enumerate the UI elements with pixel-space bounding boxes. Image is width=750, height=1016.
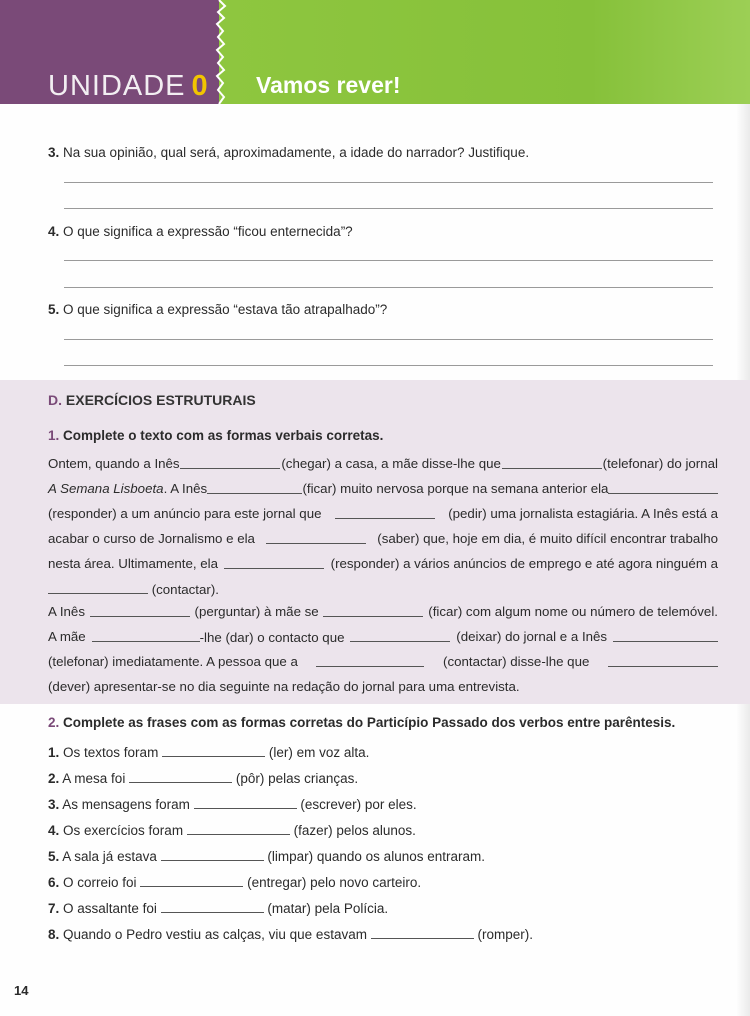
section-title: EXERCÍCIOS ESTRUTURAIS bbox=[65, 392, 256, 408]
section-letter: D. bbox=[48, 392, 62, 408]
question-5 bbox=[48, 302, 387, 317]
item-text: (matar) pela Polícia. bbox=[267, 901, 389, 916]
exercise-number: 1. bbox=[48, 428, 60, 443]
verb-blank[interactable] bbox=[323, 604, 423, 617]
item-text: O correio foi bbox=[63, 875, 137, 890]
question-text: O que significa a expressão “ficou enternecida”? bbox=[63, 224, 353, 239]
page-number: 14 bbox=[14, 983, 29, 998]
unit-subtitle: Vamos rever! bbox=[256, 72, 401, 98]
text-fragment: (ficar) muito nervosa porque na semana anterior ela bbox=[302, 481, 609, 496]
verb-blank[interactable] bbox=[608, 654, 718, 667]
verb-blank[interactable] bbox=[608, 481, 718, 494]
text-fragment: (chegar) a casa, a mãe disse-lhe que bbox=[281, 456, 501, 471]
text-fragment: (deixar) do jornal e a Inês bbox=[456, 629, 608, 644]
participle-blank[interactable] bbox=[187, 822, 290, 835]
verb-blank[interactable] bbox=[180, 456, 280, 469]
text-fragment bbox=[92, 629, 345, 647]
text-fragment: acabar o curso de Jornalismo e ela bbox=[48, 531, 255, 546]
answer-line[interactable] bbox=[64, 365, 713, 366]
text-fragment: A Inês bbox=[48, 604, 85, 619]
item-number: 7. bbox=[48, 901, 60, 916]
text-fragment: Ontem, quando a Inês bbox=[48, 456, 180, 471]
exercise-1-title bbox=[48, 428, 383, 443]
section-heading bbox=[48, 392, 256, 408]
answer-line[interactable] bbox=[64, 208, 713, 209]
verb-blank[interactable] bbox=[48, 581, 148, 594]
exercise-item bbox=[48, 900, 388, 916]
text-fragment: (ficar) com algum nome ou número de telemóvel. bbox=[428, 604, 718, 619]
item-number: 2. bbox=[48, 771, 60, 786]
torn-paper-edge bbox=[205, 0, 235, 104]
item-text: Os textos foram bbox=[63, 745, 159, 760]
text-fragment: (responder) a vários anúncios de emprego e até agora ninguém a bbox=[330, 556, 718, 571]
item-number: 1. bbox=[48, 745, 60, 760]
exercise-item bbox=[48, 822, 416, 838]
newspaper-name: A Semana Lisboeta bbox=[48, 481, 164, 496]
verb-blank[interactable] bbox=[350, 629, 450, 642]
verb-blank[interactable] bbox=[502, 456, 602, 469]
verb-blank[interactable] bbox=[207, 481, 302, 494]
text-fragment bbox=[48, 481, 207, 499]
item-text: (pôr) pelas crianças. bbox=[235, 771, 359, 786]
question-4 bbox=[48, 224, 353, 239]
text-fragment: A mãe bbox=[48, 629, 86, 644]
question-3 bbox=[48, 145, 529, 160]
item-text: (romper). bbox=[477, 927, 533, 942]
verb-blank[interactable] bbox=[613, 629, 718, 642]
exercise-2-title bbox=[48, 715, 675, 730]
participle-blank[interactable] bbox=[371, 926, 474, 939]
text-fragment: nesta área. Ultimamente, ela bbox=[48, 556, 218, 571]
question-text: Na sua opinião, qual será, aproximadamente, a idade do narrador? Justifique. bbox=[63, 145, 530, 160]
exercise-item bbox=[48, 848, 485, 864]
item-text: (escrever) por eles. bbox=[300, 797, 417, 812]
question-text: O que significa a expressão “estava tão atrapalhado”? bbox=[63, 302, 388, 317]
text-line bbox=[48, 556, 718, 574]
text-fragment: (responder) a um anúncio para este jornal que bbox=[48, 506, 322, 521]
text-fragment: (dever) apresentar-se no dia seguinte na redação do jornal para uma entrevista. bbox=[48, 679, 520, 694]
item-text: A mesa foi bbox=[62, 771, 126, 786]
participle-blank[interactable] bbox=[140, 874, 243, 887]
text-line bbox=[48, 581, 718, 599]
participle-blank[interactable] bbox=[162, 744, 265, 757]
text-fragment: (telefonar) imediatamente. A pessoa que a bbox=[48, 654, 298, 669]
answer-line[interactable] bbox=[64, 339, 713, 340]
text-fragment: (pedir) uma jornalista estagiária. A Inês está a bbox=[448, 506, 718, 521]
item-text: Os exercícios foram bbox=[63, 823, 184, 838]
unit-title bbox=[48, 70, 209, 103]
participle-blank[interactable] bbox=[194, 796, 297, 809]
question-number: 5. bbox=[48, 302, 60, 317]
exercise-item bbox=[48, 770, 358, 786]
text-line bbox=[48, 679, 718, 697]
text-line bbox=[48, 456, 718, 474]
text-line bbox=[48, 604, 718, 622]
verb-blank[interactable] bbox=[316, 654, 424, 667]
item-number: 5. bbox=[48, 849, 60, 864]
text-fragment: (contactar) disse-lhe que bbox=[443, 654, 590, 669]
item-number: 3. bbox=[48, 797, 60, 812]
verb-blank[interactable] bbox=[266, 531, 366, 544]
text-fragment: (telefonar) do jornal bbox=[602, 456, 718, 471]
verb-blank[interactable] bbox=[92, 629, 200, 642]
text-line bbox=[48, 629, 718, 647]
item-number: 6. bbox=[48, 875, 60, 890]
participle-blank[interactable] bbox=[161, 848, 264, 861]
unit-header bbox=[0, 0, 750, 104]
exercise-item bbox=[48, 874, 421, 890]
question-number: 4. bbox=[48, 224, 60, 239]
verb-blank[interactable] bbox=[224, 556, 324, 569]
item-text: Quando o Pedro vestiu as calças, viu que estavam bbox=[63, 927, 367, 942]
text-fragment: (perguntar) à mãe se bbox=[194, 604, 319, 619]
item-text: (entregar) pelo novo carteiro. bbox=[247, 875, 422, 890]
item-text: A sala já estava bbox=[62, 849, 157, 864]
answer-line[interactable] bbox=[64, 260, 713, 261]
unit-label: UNIDADE bbox=[48, 70, 186, 102]
text-line bbox=[48, 481, 718, 499]
exercise-item bbox=[48, 744, 369, 760]
answer-line[interactable] bbox=[64, 287, 713, 288]
exercise-instruction: Complete o texto com as formas verbais corretas. bbox=[63, 428, 384, 443]
text-line bbox=[48, 531, 718, 549]
participle-blank[interactable] bbox=[161, 900, 264, 913]
item-text: As mensagens foram bbox=[62, 797, 190, 812]
unit-number: 0 bbox=[191, 70, 209, 102]
question-number: 3. bbox=[48, 145, 60, 160]
item-text: (limpar) quando os alunos entraram. bbox=[267, 849, 485, 864]
verb-blank[interactable] bbox=[335, 506, 435, 519]
exercise-item bbox=[48, 926, 533, 942]
text-fragment: (saber) que, hoje em dia, é muito difícil encontrar trabalho bbox=[377, 531, 718, 546]
participle-blank[interactable] bbox=[129, 770, 232, 783]
exercise-item bbox=[48, 796, 417, 812]
text-fragment: . A Inês bbox=[163, 481, 208, 496]
text-fragment: -lhe (dar) o contacto que bbox=[199, 630, 345, 645]
item-text: (ler) em voz alta. bbox=[268, 745, 370, 760]
answer-line[interactable] bbox=[64, 182, 713, 183]
text-line bbox=[48, 654, 718, 672]
item-text: (fazer) pelos alunos. bbox=[293, 823, 416, 838]
item-number: 4. bbox=[48, 823, 60, 838]
exercise-instruction: Complete as frases com as formas corretas do Particípio Passado dos verbos entre parêntesis. bbox=[63, 715, 676, 730]
item-text: O assaltante foi bbox=[63, 901, 157, 916]
item-number: 8. bbox=[48, 927, 60, 942]
exercise-number: 2. bbox=[48, 715, 60, 730]
text-line bbox=[48, 506, 718, 524]
verb-blank[interactable] bbox=[90, 604, 190, 617]
text-fragment: (contactar). bbox=[151, 582, 219, 597]
